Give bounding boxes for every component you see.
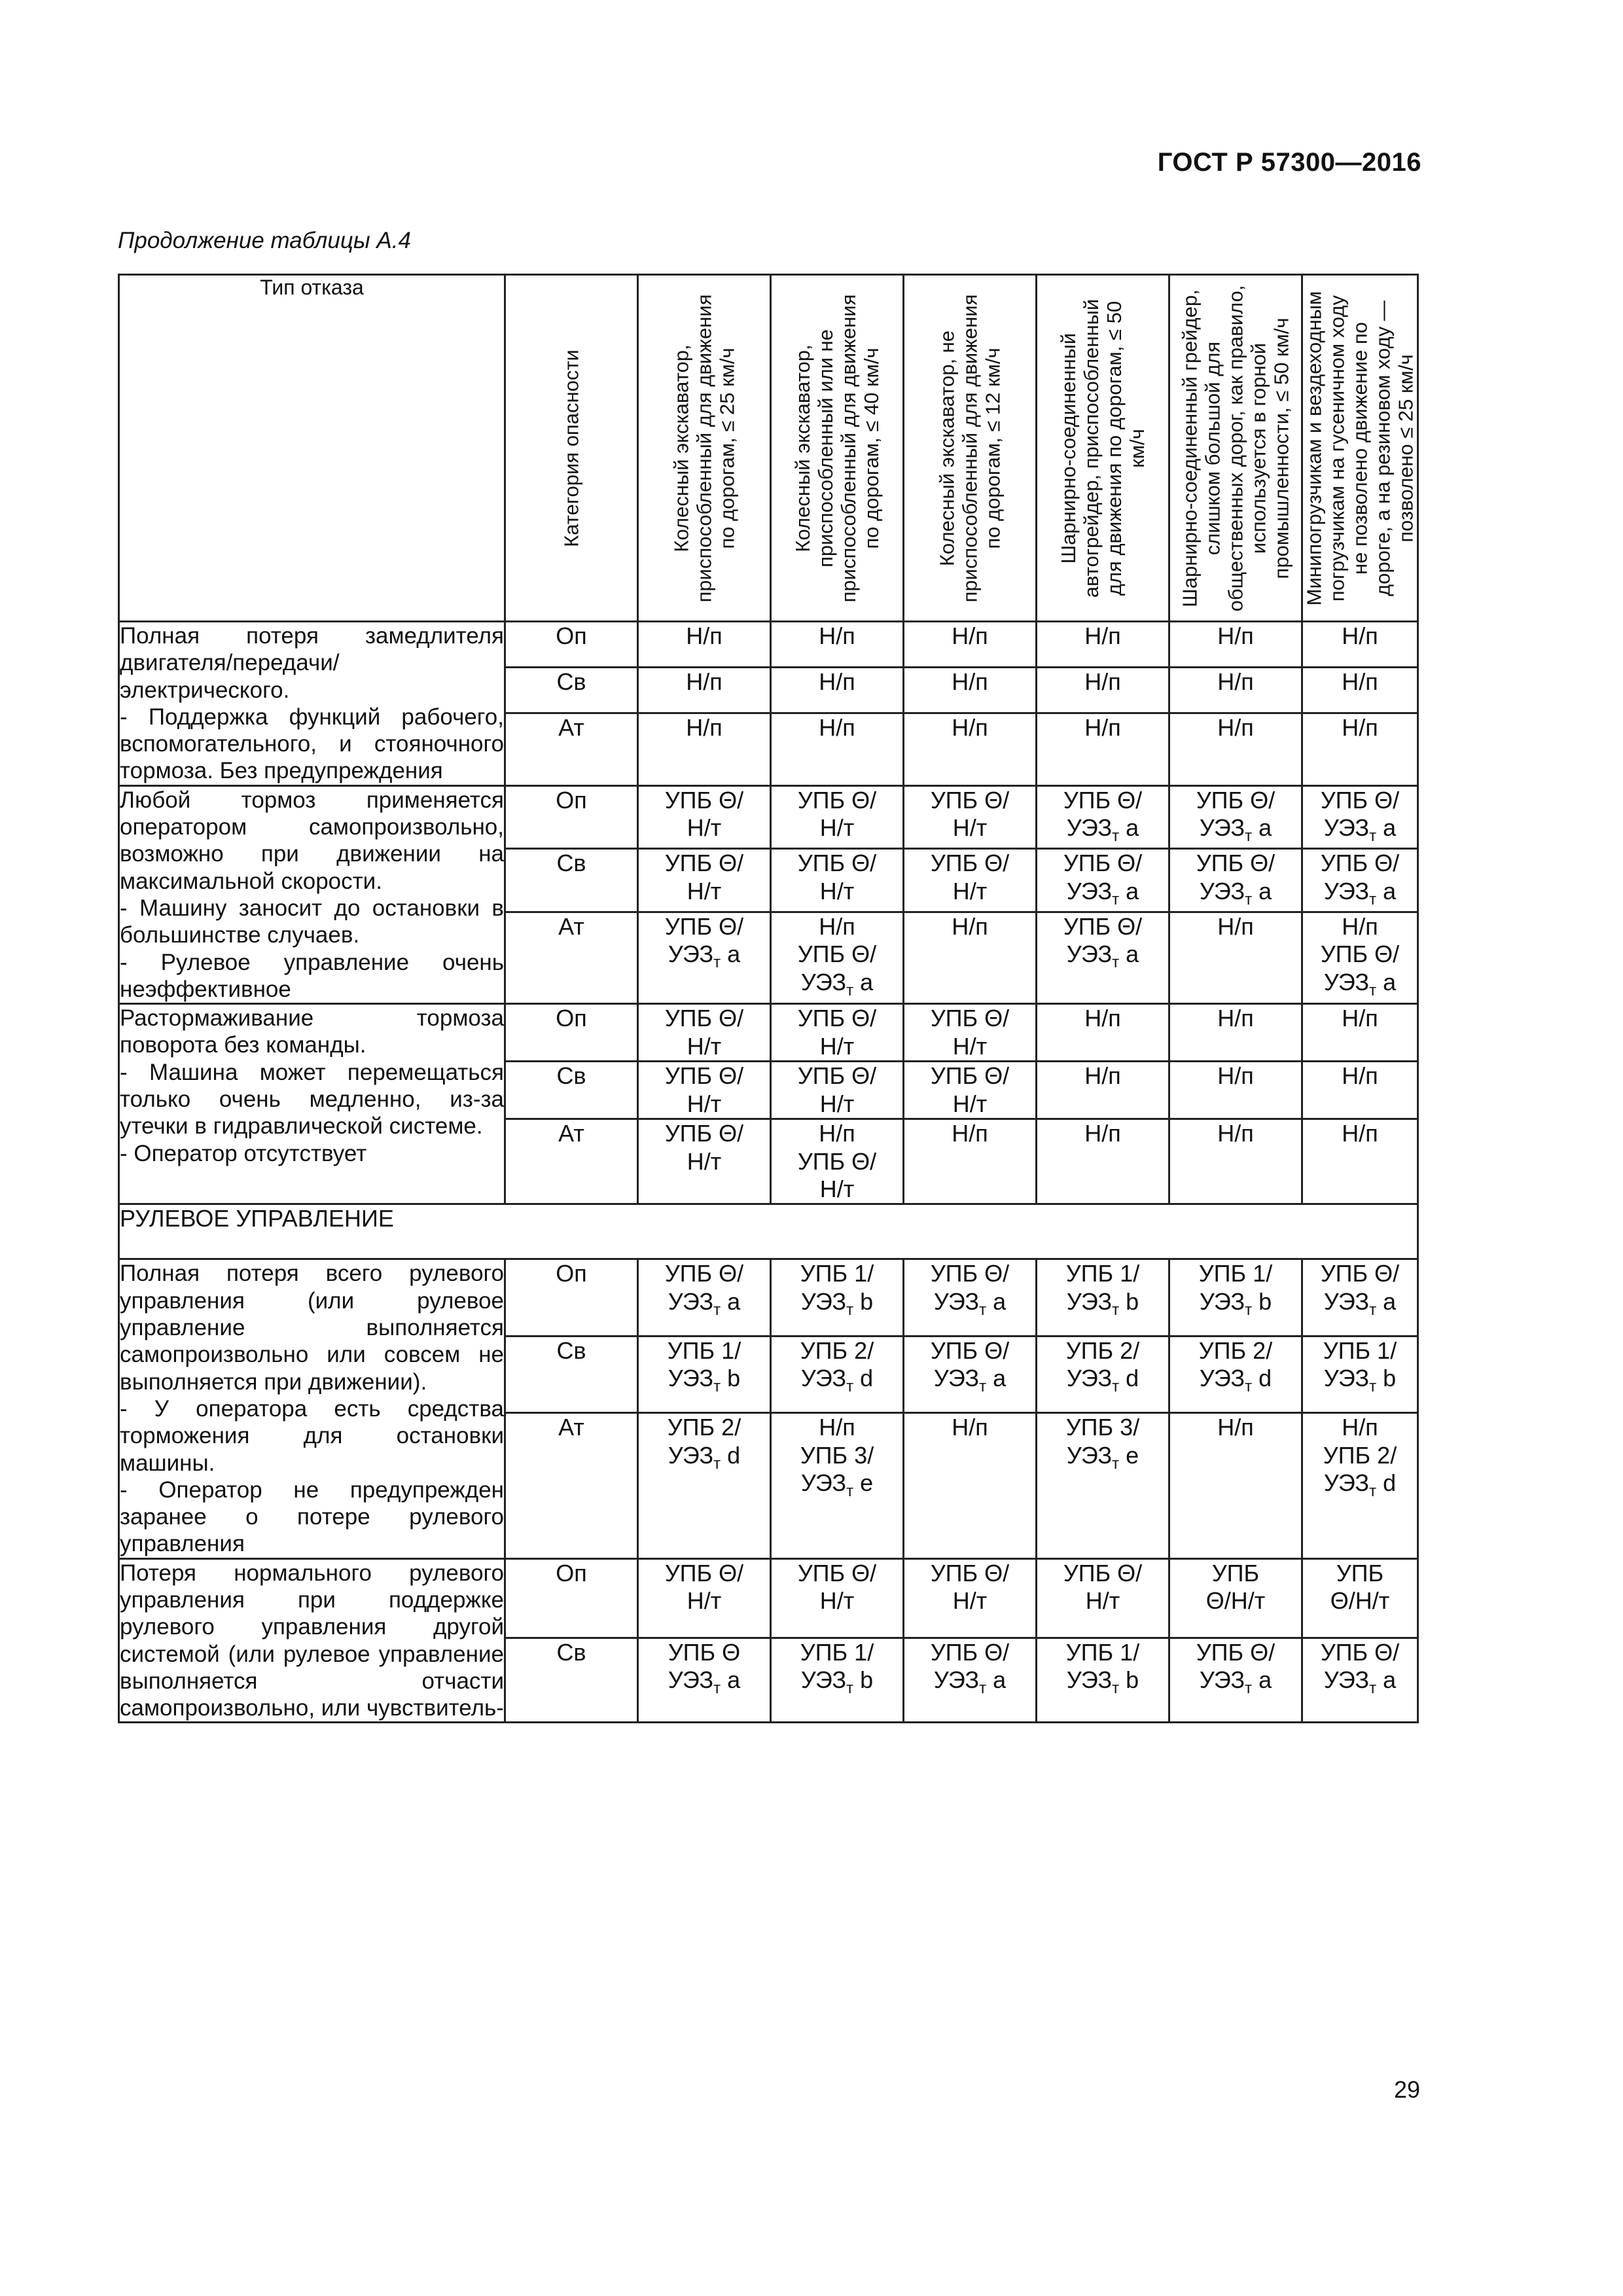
column-header-hazard-category bbox=[505, 275, 638, 622]
rating-cell: УПБ 2/ $УЭЗ_т$ d bbox=[1169, 1336, 1302, 1412]
section-row bbox=[119, 1204, 1418, 1259]
rating-cell: УПБ Θ/ Н/т bbox=[904, 849, 1037, 912]
rating-cell: УПБ Θ/Н/т bbox=[1302, 1558, 1418, 1638]
hazard-category-cell: Оп bbox=[505, 1259, 638, 1336]
rating-cell: УПБ Θ $УЭЗ_т$ a bbox=[638, 1638, 771, 1723]
rating-cell: Н/п bbox=[904, 912, 1037, 1003]
table-row bbox=[119, 1558, 1418, 1638]
rating-cell: Н/п bbox=[904, 713, 1037, 786]
hazard-category-cell: Ат bbox=[505, 912, 638, 1003]
rating-cell: Н/п bbox=[1169, 1119, 1302, 1204]
rating-cell: Н/п bbox=[1169, 668, 1302, 713]
column-header-machine-5 bbox=[1169, 275, 1302, 622]
rating-cell: Н/п bbox=[1302, 1062, 1418, 1119]
hazard-category-cell: Св bbox=[505, 849, 638, 912]
rating-cell: Н/п УПБ Θ/ Н/т bbox=[771, 1119, 904, 1204]
rating-cell: УПБ Θ/ $УЭЗ_т$ a bbox=[638, 1259, 771, 1336]
rating-cell: УПБ Θ/ Н/т bbox=[771, 1004, 904, 1062]
column-header-machine-6 bbox=[1302, 275, 1418, 622]
rating-cell: УПБ Θ/ $УЭЗ_т$ a bbox=[1302, 849, 1418, 912]
rating-cell: УПБ Θ/ $УЭЗ_т$ a bbox=[638, 912, 771, 1003]
table-body bbox=[119, 622, 1418, 1723]
rating-cell: Н/п bbox=[1169, 1004, 1302, 1062]
rating-cell: Н/п bbox=[1037, 622, 1169, 668]
rating-cell: УПБ Θ/ $УЭЗ_т$ a bbox=[1169, 1638, 1302, 1723]
rating-cell: УПБ Θ/ $УЭЗ_т$ a bbox=[1302, 1638, 1418, 1723]
rating-cell: Н/п bbox=[1302, 1119, 1418, 1204]
hazard-category-cell: Ат bbox=[505, 1119, 638, 1204]
rating-cell: Н/п bbox=[771, 713, 904, 786]
rating-cell: УПБ Θ/ Н/т bbox=[904, 1558, 1037, 1638]
table-row bbox=[119, 785, 1418, 849]
rating-cell: УПБ Θ/ Н/т bbox=[904, 1004, 1037, 1062]
rating-cell: Н/п bbox=[904, 622, 1037, 668]
rating-cell: УПБ Θ/ $УЭЗ_т$ a bbox=[904, 1259, 1037, 1336]
failure-description: Потеря нормального рулевого управления при поддержке рулевого управления другой системой (или рулевое управление выполняется отчасти самопроизвольно, или чувствитель- bbox=[119, 1558, 505, 1723]
rating-cell: Н/п bbox=[1302, 622, 1418, 668]
rating-cell: Н/п bbox=[904, 668, 1037, 713]
standard-number: ГОСТ Р 57300—2016 bbox=[1157, 148, 1421, 177]
column-header-machine-2 bbox=[771, 275, 904, 622]
column-header-label: Минипогрузчикам и вездеходным погрузчикам на гусеничном ходу не позволено движение по дороге, а на резиновом ходу — позволено ≤ 25 км/ч bbox=[1302, 291, 1418, 605]
rating-cell: УПБ Θ/ Н/т bbox=[771, 1062, 904, 1119]
rating-cell: УПБ Θ/ $УЭЗ_т$ a bbox=[904, 1336, 1037, 1412]
column-header-label: Колесный экскаватор, приспособленный или не приспособленный для движения по дорогам, ≤ 40 км/ч bbox=[791, 294, 883, 602]
failure-description: Любой тормоз применяется оператором самопроизвольно, возможно при движении на максимальной скорости. - Машину заносит до остановки в большинстве случаев. - Рулевое управление очень неэффективное bbox=[119, 785, 505, 1003]
rating-cell: УПБ Θ/ Н/т bbox=[638, 1062, 771, 1119]
failure-description: Полная потеря замедлителя двигателя/передачи/электрического. - Поддержка функций рабочего, вспомогательного, и стояночного тормоза. Без предупреждения bbox=[119, 622, 505, 786]
column-header-label: Шарнирно-соединенный автогрейдер, приспособленный для движения по дорогам, ≤ 50 км/ч bbox=[1056, 298, 1149, 598]
rating-cell: УПБ 3/ $УЭЗ_т$ e bbox=[1037, 1413, 1169, 1558]
rating-cell: УПБ Θ/ $УЭЗ_т$ a bbox=[1302, 1259, 1418, 1336]
rating-cell: УПБ 1/ $УЭЗ_т$ b bbox=[771, 1259, 904, 1336]
hazard-category-cell: Ат bbox=[505, 713, 638, 786]
rating-cell: Н/п bbox=[638, 668, 771, 713]
rating-cell: УПБ Θ/Н/т bbox=[1169, 1558, 1302, 1638]
page-number: 29 bbox=[1393, 2076, 1420, 2103]
hazard-category-cell: Оп bbox=[505, 785, 638, 849]
rating-cell: УПБ 1/ $УЭЗ_т$ b bbox=[1037, 1259, 1169, 1336]
failure-table bbox=[118, 274, 1419, 1723]
rating-cell: Н/п bbox=[771, 622, 904, 668]
rating-cell: Н/п bbox=[1169, 1413, 1302, 1558]
hazard-category-cell: Оп bbox=[505, 1558, 638, 1638]
hazard-category-cell: Св bbox=[505, 1336, 638, 1412]
table-row bbox=[119, 622, 1418, 668]
column-header-label: Колесный экскаватор, приспособленный для движения по дорогам, ≤ 25 км/ч bbox=[669, 294, 739, 602]
section-title: РУЛЕВОЕ УПРАВЛЕНИЕ bbox=[119, 1204, 1418, 1259]
rating-cell: Н/п bbox=[771, 668, 904, 713]
rating-cell: Н/п bbox=[1169, 1062, 1302, 1119]
rating-cell: Н/п bbox=[1169, 713, 1302, 786]
column-header-failure-type: Тип отказа bbox=[119, 275, 505, 622]
rating-cell: УПБ Θ/ Н/т bbox=[638, 1558, 771, 1638]
rating-cell: УПБ Θ/ Н/т bbox=[771, 849, 904, 912]
hazard-category-cell: Св bbox=[505, 1638, 638, 1723]
rating-cell: УПБ Θ/ Н/т bbox=[1037, 1558, 1169, 1638]
rating-cell: Н/п bbox=[904, 1119, 1037, 1204]
rating-cell: УПБ Θ/ $УЭЗ_т$ a bbox=[1302, 785, 1418, 849]
rating-cell: УПБ Θ/ $УЭЗ_т$ a bbox=[1037, 785, 1169, 849]
rating-cell: Н/п УПБ 2/ $УЭЗ_т$ d bbox=[1302, 1413, 1418, 1558]
rating-cell: УПБ 1/ $УЭЗ_т$ b bbox=[1169, 1259, 1302, 1336]
column-header-machine-1 bbox=[638, 275, 771, 622]
rating-cell: Н/п bbox=[638, 713, 771, 786]
rating-cell: УПБ Θ/ Н/т bbox=[904, 785, 1037, 849]
rating-cell: Н/п bbox=[1302, 713, 1418, 786]
column-header-machine-3 bbox=[904, 275, 1037, 622]
rating-cell: УПБ 1/ $УЭЗ_т$ b bbox=[1037, 1638, 1169, 1723]
rating-cell: УПБ Θ/ $УЭЗ_т$ a bbox=[904, 1638, 1037, 1723]
rating-cell: УПБ Θ/ $УЭЗ_т$ a bbox=[1037, 849, 1169, 912]
rating-cell: УПБ Θ/ Н/т bbox=[638, 785, 771, 849]
rating-cell: УПБ Θ/ Н/т bbox=[771, 1558, 904, 1638]
rating-cell: Н/п bbox=[1037, 1119, 1169, 1204]
failure-description: Полная потеря всего рулевого управления (или рулевое управление выполняется самопроизвольно или совсем не выполняется при движении). - У оператора есть средства торможения для остановки машины. - Оператор не предупрежден заранее о потере рулевого управления bbox=[119, 1259, 505, 1558]
table-row bbox=[119, 1259, 1418, 1336]
column-header-label: Категория опасности bbox=[560, 349, 583, 547]
column-header-label: Шарнирно-соединенный грейдер, слишком большой для общественных дорог, как правило, используется в горной промышленности, ≤ 50 км/ч bbox=[1178, 285, 1293, 611]
rating-cell: Н/п bbox=[638, 622, 771, 668]
rating-cell: Н/п bbox=[1302, 668, 1418, 713]
header-row bbox=[119, 275, 1418, 622]
rating-cell: Н/п bbox=[1169, 622, 1302, 668]
rating-cell: УПБ Θ/ $УЭЗ_т$ a bbox=[1169, 849, 1302, 912]
rating-cell: Н/п bbox=[1037, 1062, 1169, 1119]
hazard-category-cell: Св bbox=[505, 668, 638, 713]
rating-cell: Н/п bbox=[1169, 912, 1302, 1003]
rating-cell: УПБ Θ/ Н/т bbox=[638, 1119, 771, 1204]
rating-cell: УПБ 2/ $УЭЗ_т$ d bbox=[638, 1413, 771, 1558]
rating-cell: УПБ Θ/ Н/т bbox=[638, 1004, 771, 1062]
rating-cell: УПБ 2/ $УЭЗ_т$ d bbox=[1037, 1336, 1169, 1412]
table-row bbox=[119, 1004, 1418, 1062]
rating-cell: Н/п bbox=[1037, 668, 1169, 713]
rating-cell: УПБ 1/ $УЭЗ_т$ b bbox=[1302, 1336, 1418, 1412]
rating-cell: УПБ 1/ $УЭЗ_т$ b bbox=[771, 1638, 904, 1723]
hazard-category-cell: Оп bbox=[505, 1004, 638, 1062]
hazard-category-cell: Св bbox=[505, 1062, 638, 1119]
rating-cell: УПБ Θ/ Н/т bbox=[771, 785, 904, 849]
table-caption: Продолжение таблицы А.4 bbox=[118, 228, 411, 253]
rating-cell: Н/п УПБ Θ/ $УЭЗ_т$ a bbox=[771, 912, 904, 1003]
rating-cell: Н/п УПБ 3/ $УЭЗ_т$ e bbox=[771, 1413, 904, 1558]
rating-cell: УПБ 2/ $УЭЗ_т$ d bbox=[771, 1336, 904, 1412]
rating-cell: УПБ Θ/ Н/т bbox=[904, 1062, 1037, 1119]
rating-cell: УПБ Θ/ $УЭЗ_т$ a bbox=[1169, 785, 1302, 849]
hazard-category-cell: Ат bbox=[505, 1413, 638, 1558]
rating-cell: Н/п bbox=[904, 1413, 1037, 1558]
column-header-label: Колесный экскаватор, не приспособленный для движения по дорогам, ≤ 12 км/ч bbox=[935, 294, 1005, 602]
rating-cell: УПБ 1/ $УЭЗ_т$ b bbox=[638, 1336, 771, 1412]
rating-cell: Н/п bbox=[1037, 713, 1169, 786]
rating-cell: УПБ Θ/ Н/т bbox=[638, 849, 771, 912]
hazard-category-cell: Оп bbox=[505, 622, 638, 668]
rating-cell: УПБ Θ/ $УЭЗ_т$ a bbox=[1037, 912, 1169, 1003]
rating-cell: Н/п УПБ Θ/ $УЭЗ_т$ a bbox=[1302, 912, 1418, 1003]
rating-cell: Н/п bbox=[1302, 1004, 1418, 1062]
failure-description: Растормаживание тормоза поворота без команды. - Машина может перемещаться только очень медленно, из-за утечки в гидравлической системе. - Оператор отсутствует bbox=[119, 1004, 505, 1204]
column-header-machine-4 bbox=[1037, 275, 1169, 622]
rating-cell: Н/п bbox=[1037, 1004, 1169, 1062]
